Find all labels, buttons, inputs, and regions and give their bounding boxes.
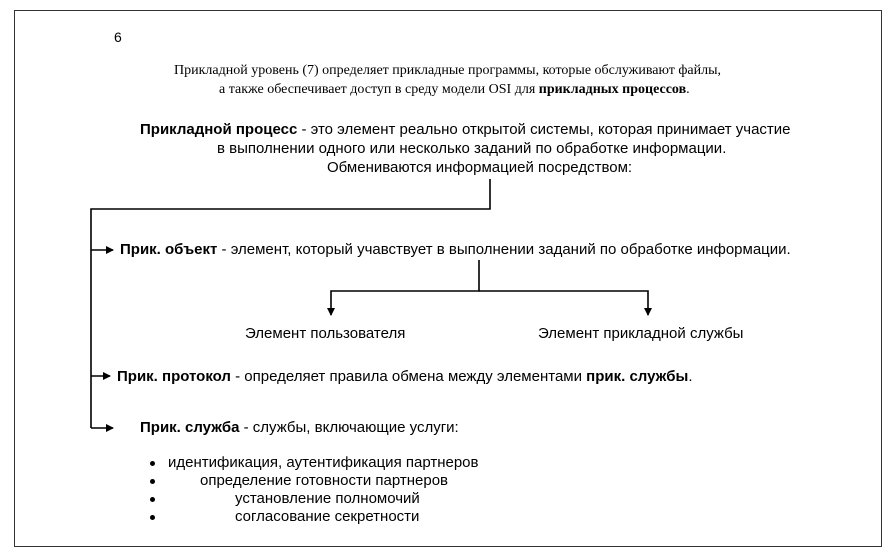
process-line-1: Прикладной процесс - это элемент реально открытой системы, которая принимает участие — [140, 121, 791, 138]
service-definition: Прик. служба - службы, включающие услуги: — [140, 419, 459, 436]
object-definition: Прик. объект - элемент, который учавствует в выполнении заданий по обработке информации. — [120, 241, 791, 258]
process-term: Прикладной процесс — [140, 121, 298, 138]
process-line-3: Обмениваются информацией посредством: — [327, 159, 633, 176]
protocol-service-term: прик. службы — [586, 368, 689, 385]
protocol-definition: Прик. протокол - определяет правила обмена между элементами прик. службы. — [117, 368, 693, 385]
service-item-2: определение готовности партнеров — [200, 472, 449, 489]
bullet-dot — [150, 461, 155, 466]
process-line-2: в выполнении одного или несколько заданий по обработке информации. — [217, 140, 727, 157]
service-item-4: согласование секретности — [235, 508, 420, 525]
bullet-dot — [150, 497, 155, 502]
object-term: Прик. объект — [120, 241, 218, 258]
connector-process-trunk — [91, 179, 490, 428]
service-item-1: идентификация, аутентификация партнеров — [168, 454, 479, 471]
intro-line-2: а также обеспечивает доступ в среду модели OSI для прикладных процессов. — [219, 82, 690, 97]
service-item-3: установление полномочий — [235, 490, 420, 507]
service-term: Прик. служба — [140, 419, 240, 436]
protocol-term: Прик. протокол — [117, 368, 231, 385]
bullet-dot — [150, 515, 155, 520]
intro-line-1: Прикладной уровень (7) определяет прикладные программы, которые обслуживают файлы, — [174, 63, 722, 78]
object-child-service-element: Элемент прикладной службы — [538, 325, 744, 342]
page-number: 6 — [114, 29, 122, 45]
intro-bold-term: прикладных процессов — [538, 82, 687, 97]
bullet-dot — [150, 479, 155, 484]
connector-object-branch-right — [479, 291, 648, 315]
connector-object-branch — [331, 260, 479, 315]
object-child-user-element: Элемент пользователя — [245, 325, 406, 342]
